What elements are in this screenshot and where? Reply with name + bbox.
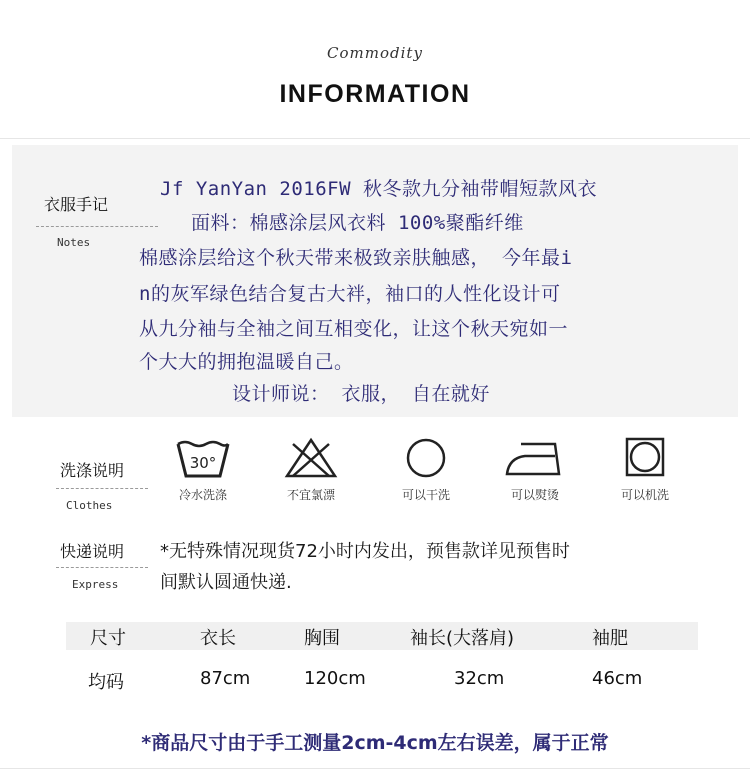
wash-item-iron <box>480 436 590 503</box>
measurement-note: *商品尺寸由于手工测量2cm-4cm左右误差，属于正常 <box>141 732 609 754</box>
washing-label-cn: 洗涤说明 <box>60 461 125 480</box>
no-bleach-icon <box>283 436 339 480</box>
size-header-size: 尺寸 <box>90 628 126 649</box>
wash-item-dry-clean <box>371 436 481 503</box>
washing-label-en: Clothes <box>66 499 113 512</box>
notes-label-en: Notes <box>57 236 91 249</box>
size-value-sleeve: 32cm <box>454 668 505 689</box>
size-value-chest: 120cm <box>304 668 366 689</box>
shipping-label-divider <box>56 567 148 568</box>
size-value-size: 均码 <box>88 672 124 693</box>
wash-temp-text: 30° <box>189 454 217 472</box>
wash-label-dry-clean: 可以干洗 <box>401 488 450 502</box>
shipping-label-cn: 快递说明 <box>60 542 125 561</box>
notes-line-1: Jf YanYan 2016FW 秋冬款九分袖带帽短款风衣 <box>160 178 597 200</box>
notes-designer-quote: 设计师说： 衣服， 自在就好 <box>232 383 490 405</box>
divider-bottom <box>0 768 750 769</box>
notes-line-2: 面料：棉感涂层风衣料 100%聚酯纤维 <box>191 212 524 234</box>
size-header-length: 衣长 <box>200 628 236 649</box>
notes-line-4: n的灰军绿色结合复古大袢，袖口的人性化设计可 <box>139 283 561 305</box>
notes-label-cn: 衣服手记 <box>44 195 109 214</box>
size-header-sleeve-width: 袖肥 <box>592 628 628 649</box>
iron-icon <box>503 436 567 480</box>
size-header-sleeve: 袖长(大落肩) <box>410 628 515 649</box>
notes-label-divider <box>36 226 158 227</box>
size-header-chest: 胸围 <box>304 628 340 649</box>
divider-top <box>0 138 750 139</box>
page-title: INFORMATION <box>279 80 471 108</box>
shipping-label-en: Express <box>72 578 119 591</box>
wash-item-no-bleach <box>256 436 366 503</box>
machine-wash-icon <box>617 436 673 480</box>
size-value-length: 87cm <box>200 668 251 689</box>
dry-clean-icon <box>398 436 454 480</box>
wash-label-cold-water: 冷水洗涤 <box>178 488 227 502</box>
wash-label-no-bleach: 不宜氯漂 <box>286 488 335 502</box>
notes-line-3: 棉感涂层给这个秋天带来极致亲肤触感， 今年最i <box>139 247 573 269</box>
wash-item-machine-wash <box>590 436 700 503</box>
wash-label-machine-wash: 可以机洗 <box>620 488 669 502</box>
wash-30-icon <box>175 436 231 480</box>
shipping-line-2: 间默认圆通快递. <box>160 572 292 593</box>
shipping-line-1: *无特殊情况现货72小时内发出，预售款详见预售时 <box>160 541 570 562</box>
notes-line-6: 个大大的拥抱温暖自己。 <box>139 351 354 373</box>
size-value-sleeve-width: 46cm <box>592 668 643 689</box>
notes-line-5: 从九分袖与全袖之间互相变化，让这个秋天宛如一 <box>139 318 569 340</box>
wash-label-iron: 可以熨烫 <box>510 488 559 502</box>
commodity-script-title: Commodity <box>327 44 423 62</box>
wash-item-cold-water <box>148 436 258 503</box>
washing-label-divider <box>56 488 148 489</box>
